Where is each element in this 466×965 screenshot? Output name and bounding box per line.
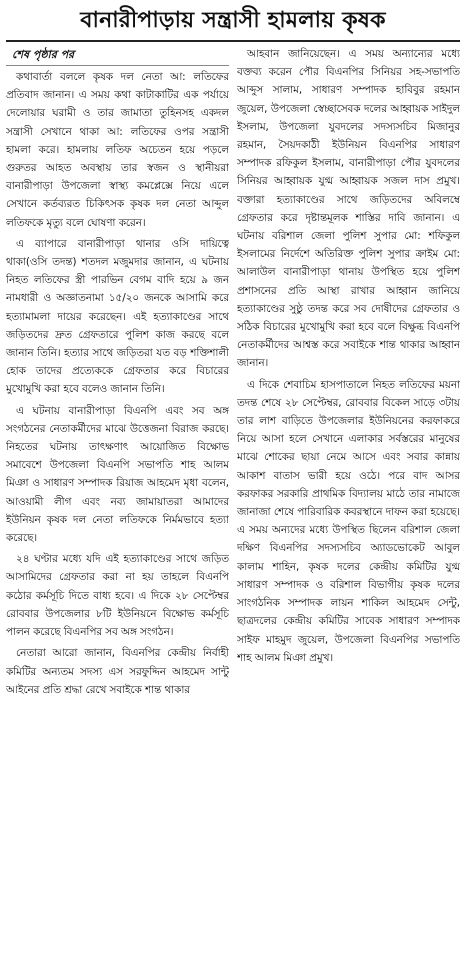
left-column <box>6 45 229 960</box>
continuation-rule <box>6 65 229 66</box>
paragraph: নেতারা আরো জানান, বিএনপির কেন্দ্রীয় নির্বাহী কমিটির অন্যতম সদস্য এস সরফুদ্দিন আহমেদ সান্টু আইনের প্রতি শ্রদ্ধা রেখে সবাইকে শান্ত থাকার <box>6 647 229 696</box>
paragraph: আহবান জানিয়েছেন। এ সময় অন্যান্যের মধ্যে বক্তব্য করেন পৌর বিএনপির সিনিয়র সহ-সভাপতি আব্দুস সালাম, সাধারণ সম্পাদক হাবিবুর রহমান জুয়েল, উপজেলা স্বেচ্ছাসেবক দলের আহ্বায়ক সাইদুল ইসলাম, উপজেলা যুবদলের সদস্যসচিব মিজানুর রহমান, সৈয়দকাঠী ইউনিয়ন বিএনপির সাধারণ সম্পাদক রফিকুল ইসলাম, বানারীপাড়া পৌর যুবদলের সিনিয়র আহ্বায়ক যুগ্ম আহ্বায়ক সজল দাস প্রমুখ। বক্তারা হত্যাকাণ্ডের সাথে জড়িতদের অবিলম্বে গ্রেফতার করে দৃষ্টান্তমূলক শাস্তির দাবি জানান। এ ঘটনায় বরিশাল জেলা পুলিশ সুপার মো: শফিকুল ইসলামের নির্দেশে অতিরিক্ত পুলিশ সুপার ক্রাইম মো: আলাউল বানারীপাড়া থানায় উপস্থিত হয়ে পুলিশ প্রশাসনের প্রতি আস্থা রাখার আহ্বান জানিয়ে হত্যাকাণ্ডের সুষ্ঠু তদন্ত করে সব দোষীদের গ্রেফতার ও সঠিক বিচারের মুখোমুখি করা হবে বলে বিক্ষুব্ধ বিএনপি নেতাকর্মীদের আশ্বস্ত করে সবাইকে শান্ত থাকার আহ্বান জানান। <box>237 48 460 370</box>
paragraph: ২৪ ঘণ্টার মধ্যে যদি এই হত্যাকাণ্ডের সাথে জড়িত আসামিদের গ্রেফতার করা না হয় তাহলে বিএনপি কঠোর কর্মসূচি দিতে বাধ্য হবে। এ দিকে ২৮ সেপ্টেম্বর রোববার উপজেলার ৮টি ইউনিয়নে বিক্ষোভ কর্মসূচি পালন করেছে বিএনপির সব অঙ্গ সংগঠন। <box>6 553 229 639</box>
right-column <box>237 45 460 960</box>
paragraph: কথাবার্তা বললে কৃষক দল নেতা আ: লতিফের প্রতিবাদ জানান। এ সময় কথা কাটাকাটির এক পর্যায়ে দেলোয়ার ঘরামী ও তার জামাতা তুহিনসহ একদল সন্ত্রাসী সেখানে থাকা আ: লতিফের ওপর সন্ত্রাসী হামলা করে। হামলায় লতিফ অচেতন হয়ে পড়লে গুরুতর আহত অবস্থায় তার স্বজন ও স্থানীয়রা বানারীপাড়া উপজেলা স্বাস্থ্য কমপ্লেক্সে নিয়ে এলে সেখানে কর্তব্যরত চিকিৎসক কৃষক দল নেতা আব্দুল লতিফকে মৃত্যু বলে ঘোষণা করেন। <box>6 71 229 229</box>
paragraph: এ ঘটনায় বানারীপাড়া বিএনপি এবং সব অঙ্গ সংগঠনের নেতাকর্মীদের মাঝে উত্তেজনা বিরাজ করছে। নিহতের ঘটনায় তাৎক্ষণাৎ আয়োজিত বিক্ষোভ সমাবেশে উপজেলা বিএনপি সভাপতি শাহ আলম মিঞা ও সাধারণ সম্পাদক রিয়াজ আহমেদ মৃধা বলেন, আওয়ামী লীগ এবং নব্য জামায়াতরা আমাদের ইউনিয়ন কৃষক দল নেতা লতিফকে নির্মমভাবে হত্যা করেছে। <box>6 404 229 545</box>
paragraph: এ ব্যাপারে বানারীপাড়া থানার ওসি দায়িত্বে থাকা(ওসি তদন্ত) শতদল মজুমদার জানান, এ ঘটনায় নিহত লতিফের স্ত্রী পারভিন বেগম বাদি হয়ে ৯ জন নামধারী ও অজ্ঞাতনামা ১৫/২০ জনকে আসামি করে হত্যামামলা দায়ের করেছেন। এই হত্যাকাণ্ডের সাথে জড়িতদের দ্রুত গ্রেফতারে পুলিশ কাজ করছে বলে জানান তিনি। হত্যার সাথে জড়িতরা যত বড় শক্তিশালী হোক তাদের প্রত্যেককে গ্রেফতার করে বিচারের মুখোমুখি করা হবে বলেও জানান তিনি। <box>6 237 229 396</box>
headline-rule <box>6 40 460 42</box>
paragraph: এ দিকে শেবাচিম হাসপাতালে নিহত লতিফের ময়না তদন্ত শেষে ২৮ সেপ্টেম্বর, রোববার বিকেল সাড়ে ৩টায় তার লাশ বাড়িতে উপজেলার ইউনিয়নের করফাকরে নিয়ে আসা হলে সেখানে এলাকার সর্বস্তরের মানুষের মাঝে শোকের ছায়া নেমে আসে এবং সবার কান্নায় আকাশ বাতাস ভারী হয়ে ওঠে। পরে বাদ আসর করফাকর সরকারি প্রাথমিক বিদ্যালয় মাঠে তার নামাজে জানাজা শেষে পারিবারিক কবরস্থানে দাফন করা হয়েছে। এ সময় অন্যদের মধ্যে উপস্থিত ছিলেন বরিশাল জেলা দক্ষিণ বিএনপির সদস্যসচিব অ্যাডভোকেট আবুল কালাম শাহিন, কৃষক দলের কেন্দ্রীয় কমিটির যুগ্ম সাধারণ সম্পাদক ও বরিশাল বিভাগীয় কৃষক দলের সাংগঠনিক সম্পাদক লায়ন শাকিল আহমেদ সেন্টু, ছাত্রদলের কেন্দ্রীয় কমিটির সাবেক সাধারণ সম্পাদক সাইফ মাহমুদ জুয়েল, উপজেলা বিএনপির সভাপতি শাহ আলম মিঞা প্রমুখ। <box>237 378 460 664</box>
continuation-label: শেষ পৃষ্ঠার পর <box>12 48 75 61</box>
headline: বানারীপাড়ায় সন্ত্রাসী হামলায় কৃষক <box>80 8 386 33</box>
article-body <box>6 45 460 960</box>
